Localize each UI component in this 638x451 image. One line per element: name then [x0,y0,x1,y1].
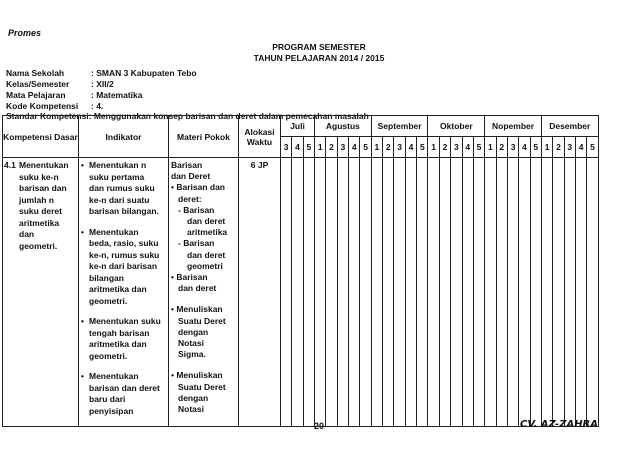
materi-cell [169,158,239,427]
materi-line: • Menuliskan [171,370,223,381]
week-cell: 5 [587,137,598,158]
materi-line: • Barisan dan [171,182,225,193]
materi-line: Barisan [171,160,203,170]
week-cell: 3 [394,137,405,158]
materi-line [171,294,236,304]
week-cell: 3 [281,137,292,158]
week-cell-empty [439,158,450,427]
indikator-line: Menentukan [89,371,139,381]
week-cell-empty [587,158,598,427]
month-header: Juli [281,116,315,137]
materi-line: dan deret [187,249,226,260]
week-cell: 1 [428,137,439,158]
week-cell-empty [473,158,484,427]
week-cell-empty [564,158,575,427]
week-cell: 1 [485,137,496,158]
week-cell: 1 [315,137,326,158]
week-cell: 5 [530,137,541,158]
week-cell-empty [394,158,405,427]
week-cell-empty [337,158,348,427]
month-header: September [371,116,428,137]
indikator-line: Menentukan suku [89,316,161,326]
week-cell: 1 [541,137,552,158]
header-row [3,116,599,137]
month-header: Nopember [485,116,542,137]
indikator-cell [79,158,169,427]
week-cell-empty [349,158,360,427]
week-cell: 2 [383,137,394,158]
week-cell-empty [281,158,292,427]
indikator-line: aritmetika dan [89,339,147,349]
week-cell-empty [428,158,439,427]
indikator-line: tengah barisan [89,327,150,338]
materi-line: - Barisan [178,204,215,215]
materi-line: • Barisan [171,272,208,283]
week-cell-empty [462,158,473,427]
materi-line: Suatu Deret [178,315,226,326]
week-cell: 2 [496,137,507,158]
document-subtitle: TAHUN PELAJARAN 2014 / 2015 [253,53,385,63]
week-cell: 3 [507,137,518,158]
materi-line: deret: [178,193,202,204]
kd-line: aritmetika [19,217,60,228]
header-kd: Kompetensi Dasar [3,116,79,158]
indikator-line: dan rumus suku [89,183,155,193]
week-cell-empty [405,158,416,427]
week-cell: 4 [575,137,586,158]
kd-line: suku ke-n [19,171,59,182]
meta-key: Standar Kompetensi [6,111,89,121]
bullet-icon: • [81,160,84,170]
materi-line: Notasi [178,338,204,349]
indikator-line: beda, rasio, suku [89,238,159,248]
kd-line: suku deret [19,206,62,216]
materi-line: aritmetika [187,227,228,238]
kd-line: jumlah n [19,194,54,205]
meta-value: : Menggunakan konsep barisan dan deret dalam pemecahan masalah [88,111,369,121]
doc-label: Promes [8,28,42,38]
indikator-line: ke-n dari suatu [89,194,150,205]
materi-line: Sigma. [178,349,206,360]
week-cell: 2 [326,137,337,158]
week-cell: 5 [473,137,484,158]
week-cell: 5 [417,137,428,158]
week-cell: 2 [439,137,450,158]
materi-line: dengan [178,392,209,403]
week-cell-empty [519,158,530,427]
document-title: PROGRAM SEMESTER [272,42,366,52]
table-row [3,158,599,427]
week-cell-empty [303,158,314,427]
meta-key: Mata Pelajaran [6,90,66,100]
indikator-line: Menentukan [89,226,139,237]
kd-cell [3,158,79,427]
indikator-line: bilangan [89,272,124,283]
materi-line: • Menuliskan [171,304,223,315]
indikator-line: geometri. [89,295,128,306]
indikator-line: suku pertama [89,171,145,182]
header-indikator: Indikator [79,116,169,158]
materi-line: dengan [178,326,209,337]
bullet-icon: • [81,316,84,326]
materi-line: dan deret [187,216,226,227]
meta-value: : 4. [91,101,104,111]
week-cell-empty [326,158,337,427]
month-header: Oktober [428,116,485,137]
week-cell-empty [541,158,552,427]
materi-line: dan deret [178,283,217,294]
indikator-item [81,160,166,218]
week-cell: 5 [303,137,314,158]
indikator-line: barisan bilangan. [89,206,159,216]
month-header: Desember [541,116,598,137]
week-cell-empty [292,158,303,427]
bullet-icon: • [81,371,84,381]
week-cell: 1 [371,137,382,158]
materi-line: Notasi [178,404,204,415]
indikator-line: geometri. [89,350,128,361]
week-cell: 3 [337,137,348,158]
meta-row [6,68,197,78]
brand-label: CV. AZ-ZAHRA [519,419,598,430]
indikator-line: barisan dan deret [89,382,160,393]
bullet-icon: • [81,226,84,237]
alokasi-cell: 6 JP [239,158,281,427]
kd-text [19,160,76,252]
indikator-item [81,371,166,417]
meta-key: Nama Sekolah [6,68,65,78]
week-cell-empty [360,158,371,427]
week-cell: 2 [553,137,564,158]
materi-line: geometri [187,260,223,271]
week-cell-empty [315,158,326,427]
week-cell: 3 [564,137,575,158]
week-cell: 4 [462,137,473,158]
meta-key: Kode Kompetensi [6,101,79,111]
kd-number: 4.1 [4,160,16,170]
header-alokasi: Alokasi Waktu [239,116,281,158]
kd-line: geometri. [19,240,58,251]
kd-line: Menentukan [19,160,69,170]
indikator-line: ke-n dari barisan [89,261,158,271]
week-cell: 3 [451,137,462,158]
month-header: Agustus [315,116,372,137]
indikator-line: aritmetika dan [89,284,147,294]
week-cell-empty [485,158,496,427]
meta-value: : SMAN 3 Kabupaten Tebo [91,68,197,78]
materi-line: - Barisan [178,238,215,249]
week-cell-empty [507,158,518,427]
kd-line: barisan dan [19,183,67,193]
week-cell-empty [530,158,541,427]
kd-line: dan [19,229,35,239]
week-cell: 4 [405,137,416,158]
meta-row [6,79,114,89]
week-cell: 4 [292,137,303,158]
week-cell: 5 [360,137,371,158]
materi-line: dan Deret [171,171,211,182]
meta-row [6,90,143,100]
week-cell: 4 [519,137,530,158]
meta-value: : Matematika [91,90,143,100]
indikator-item [81,316,166,362]
meta-key: Kelas/Semester [6,79,70,89]
indikator-line: baru dari [89,394,126,404]
materi-line: Suatu Deret [178,381,226,392]
indikator-line: Menentukan n [89,160,147,170]
indikator-line: ke-n, rumus suku [89,249,160,260]
meta-value: : XII/2 [91,79,114,89]
week-cell-empty [575,158,586,427]
week-cell-empty [451,158,462,427]
week-cell-empty [383,158,394,427]
materi-line [171,360,236,370]
week-cell-empty [496,158,507,427]
program-table [2,115,599,427]
indikator-item [81,227,166,308]
page-number: 20 [313,421,324,431]
week-cell: 4 [349,137,360,158]
meta-row [6,101,103,111]
header-materi: Materi Pokok [169,116,239,158]
week-cell-empty [417,158,428,427]
week-cell-empty [371,158,382,427]
indikator-line: penyisipan [89,405,134,416]
week-cell-empty [553,158,564,427]
